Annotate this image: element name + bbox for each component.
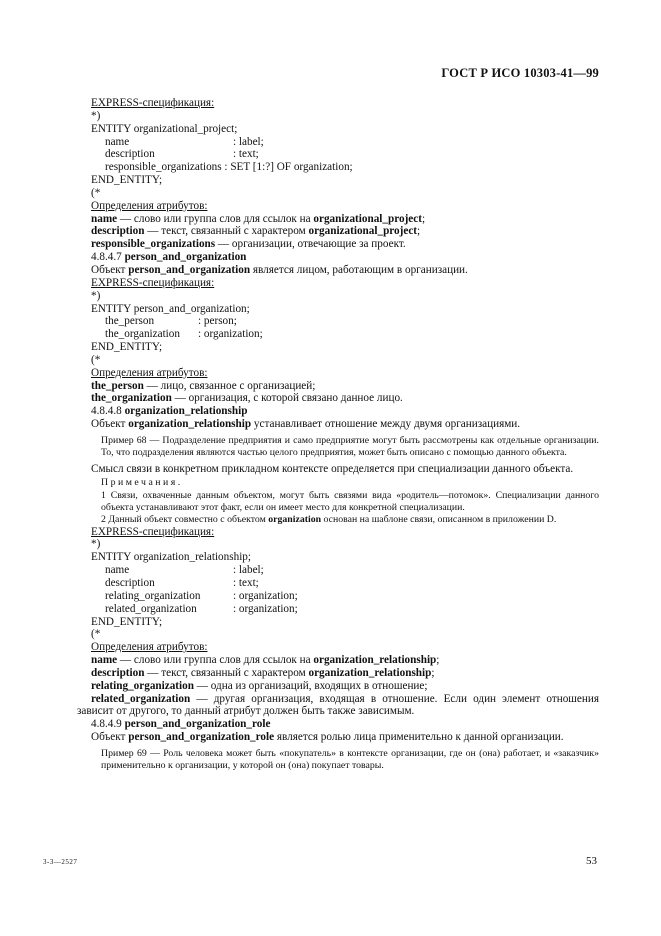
entity-line: ENTITY organization_relationship; bbox=[91, 551, 252, 564]
section-intro: Объект person_and_organization является лицом, работающим в организации. bbox=[91, 263, 468, 276]
entity-end: END_ENTITY; bbox=[91, 615, 163, 628]
section-heading: 4.8.4.7 person_and_organization bbox=[91, 251, 247, 264]
attr-line: description : text; bbox=[105, 576, 259, 589]
entity-end: END_ENTITY; bbox=[91, 174, 163, 187]
attr-line: description : text; bbox=[105, 148, 259, 161]
attr-definition: the_organization — организация, с которой связано данное лицо. bbox=[91, 392, 403, 405]
standard-header: ГОСТ Р ИСО 10303-41—99 bbox=[441, 66, 599, 80]
express-open: *) bbox=[91, 109, 101, 122]
entity-line: ENTITY organizational_project; bbox=[91, 122, 238, 135]
attr-definition: description — текст, связанный с характером organizational_project; bbox=[91, 225, 421, 238]
note-1: 1 Связи, охваченные данным объектом, могут быть связями вида «родитель—потомок». Специализации данного объекта устанавливают этот факт, если он имеет место для конкретной специализации. bbox=[101, 490, 599, 514]
attr-definition: relating_organization — одна из организаций, входящих в отношение; bbox=[91, 679, 428, 692]
notes-title: Примечания. bbox=[101, 477, 183, 489]
example-68: Пример 68 — Подразделение предприятия и само предприятие могут быть рассмотрены как отдельные организации. То, что подразделения являются частью целого предприятия, может быть описано с помощью данного объекта. bbox=[101, 434, 599, 458]
express-close: (* bbox=[91, 353, 101, 366]
express-open: *) bbox=[91, 538, 101, 551]
attr-definition: description — текст, связанный с характером organization_relationship; bbox=[91, 666, 435, 679]
defs-title: Определения атрибутов: bbox=[91, 641, 208, 654]
express-close: (* bbox=[91, 628, 101, 641]
attr-line: name : label; bbox=[105, 135, 264, 148]
express-title: EXPRESS-спецификация: bbox=[91, 276, 215, 289]
section-heading: 4.8.4.9 person_and_organization_role bbox=[91, 718, 271, 731]
express-close: (* bbox=[91, 186, 101, 199]
defs-title: Определения атрибутов: bbox=[91, 199, 208, 212]
entity-line: ENTITY person_and_organization; bbox=[91, 302, 250, 315]
attr-definition: responsible_organizations — организации, отвечающие за проект. bbox=[91, 238, 406, 251]
section-intro: Объект person_and_organization_role является ролью лица применительно к данной организации. bbox=[91, 731, 564, 744]
attr-definition: the_person — лицо, связанное с организацией; bbox=[91, 379, 316, 392]
page-content bbox=[77, 97, 599, 773]
print-code: 3-3—2527 bbox=[43, 858, 78, 866]
page-number: 53 bbox=[586, 855, 597, 867]
attr-line: the_organization : organization; bbox=[105, 328, 263, 341]
express-open: *) bbox=[91, 289, 101, 302]
note-2: 2 Данный объект совместно с объектом organization основан на шаблоне связи, описанном в приложении D. bbox=[101, 513, 557, 525]
entity-end: END_ENTITY; bbox=[91, 341, 163, 354]
section-intro: Объект organization_relationship устанавливает отношение между двумя организациями. bbox=[91, 418, 521, 431]
attr-line: responsible_organizations : SET [1:?] OF organization; bbox=[105, 161, 353, 174]
attr-line: relating_organization : organization; bbox=[105, 589, 298, 602]
defs-title: Определения атрибутов: bbox=[91, 366, 208, 379]
attr-line: related_organization : organization; bbox=[105, 602, 298, 615]
express-title: EXPRESS-спецификация: bbox=[91, 525, 215, 538]
example-69: Пример 69 — Роль человека может быть «покупатель» в контексте организации, где он (она) работает, и «заказчик» применительно к организации, у которой он (она) покупает товары. bbox=[101, 747, 599, 771]
attr-definition: name — слово или группа слов для ссылок на organization_relationship; bbox=[91, 654, 440, 667]
paragraph: Смысл связи в конкретном прикладном контексте определяется при специализации данного объекта. bbox=[91, 462, 574, 475]
section-heading: 4.8.4.8 organization_relationship bbox=[91, 405, 248, 418]
express-title: EXPRESS-спецификация: bbox=[91, 97, 215, 109]
attr-line: the_person : person; bbox=[105, 315, 237, 328]
attr-line: name : label; bbox=[105, 564, 264, 577]
attr-definition: name — слово или группа слов для ссылок на organizational_project; bbox=[91, 212, 426, 225]
attr-definition: related_organization — другая организация, входящая в отношение. Если один элемент отношения зависит от другого, то данный атрибут должен быть также зависимым. bbox=[77, 692, 599, 718]
